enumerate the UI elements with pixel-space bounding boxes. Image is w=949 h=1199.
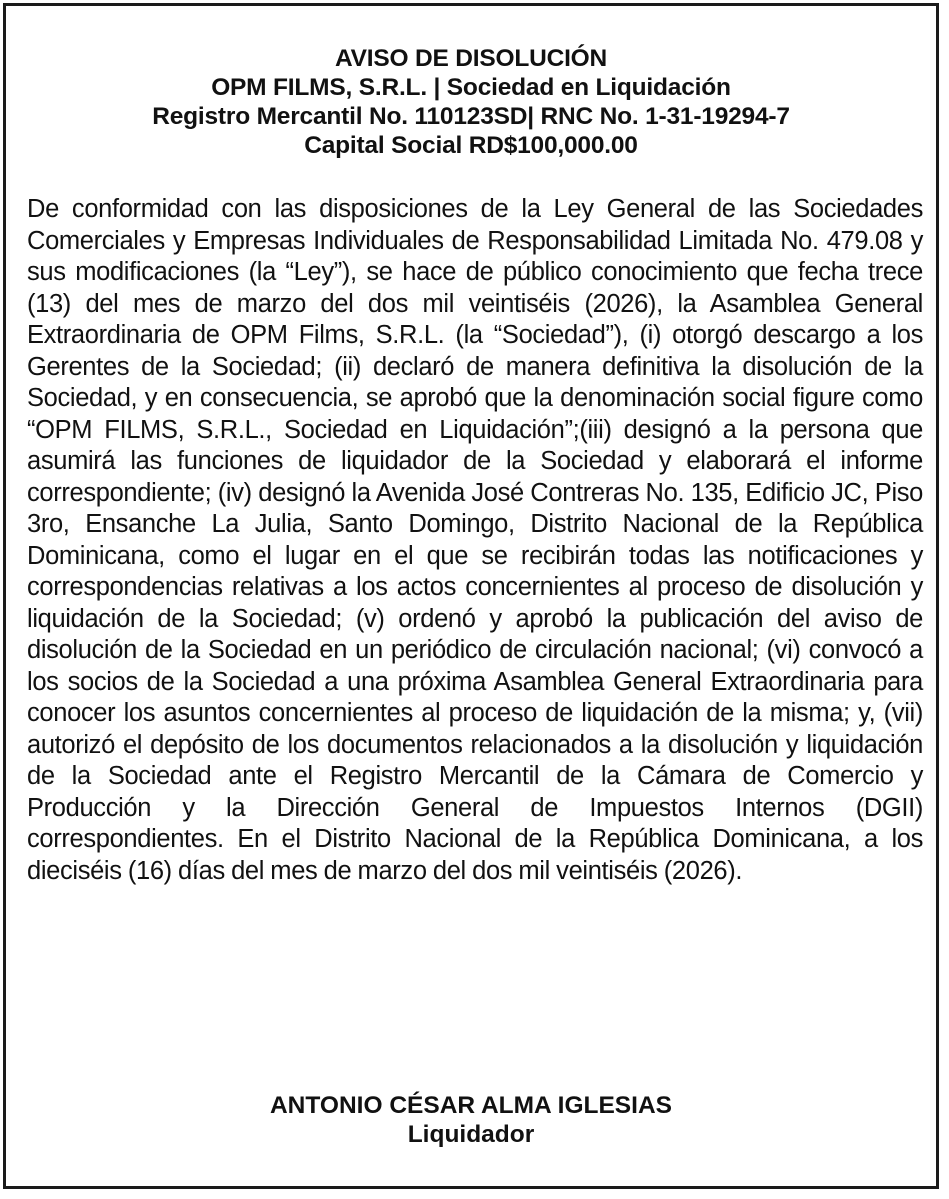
notice-body: De conformidad con las disposiciones de la Ley General de las Sociedades Comerciales y Empresas Individuales de Responsabilidad Limitada No. 479.08 y sus modificaciones (la “Ley”), se hace de público conocimiento que fecha trece (13) del mes de marzo del dos mil veintiséis (2026), la Asamblea General Extraordinaria de OPM Films, S.R.L. (la “Sociedad”), (i) otorgó descargo a los Gerentes de la Sociedad; (ii) declaró de manera definitiva la disolución de la Sociedad, y en consecuencia, se aprobó que la denominación social figure como “OPM FILMS, S.R.L., Sociedad en Liquidación”;(iii) designó a la persona que asumirá las funciones de liquidador de la Sociedad y elaborará el informe correspondiente; (iv) designó la Avenida José Contreras No. 135, Edificio JC, Piso 3ro, Ensanche La Julia, Santo Domingo, Distrito Nacional de la República Dominicana, como el lugar en el que se recibirán todas las notificaciones y correspondencias relativas a los actos concernientes al proceso de disolución y liquidación de la Sociedad; (v) ordenó y aprobó la publicación del aviso de disolución de la Sociedad en un periódico de circulación nacional; (vi) convocó a los socios de la Sociedad a una próxima Asamblea General Extraordinaria para conocer los asuntos concernientes al proceso de liquidación de la misma; y, (vii) autorizó el depósito de los documentos relacionados a la disolución y liquidación de la Sociedad ante el Registro Mercantil de la Cámara de Comercio y Producción y la Dirección General de Impuestos Internos (DGII) correspondientes. En el Distrito Nacional de la República Dominicana, a los dieciséis (16) días del mes de marzo del dos mil veintiséis (2026). bbox=[27, 195, 923, 885]
registry-info: Registro Mercantil No. 110123SD| RNC No. 1-31-19294-7 bbox=[152, 103, 790, 130]
signature-block bbox=[6, 1091, 936, 1149]
notice-title: AVISO DE DISOLUCIÓN bbox=[334, 45, 608, 72]
signatory-name: ANTONIO CÉSAR ALMA IGLESIAS bbox=[269, 1092, 672, 1119]
legal-notice-box bbox=[3, 3, 939, 1189]
company-name: OPM FILMS, S.R.L. | Sociedad en Liquidación bbox=[211, 74, 731, 101]
signatory-role: Liquidador bbox=[407, 1121, 535, 1148]
notice-header bbox=[6, 44, 936, 160]
share-capital: Capital Social RD$100,000.00 bbox=[304, 132, 638, 159]
